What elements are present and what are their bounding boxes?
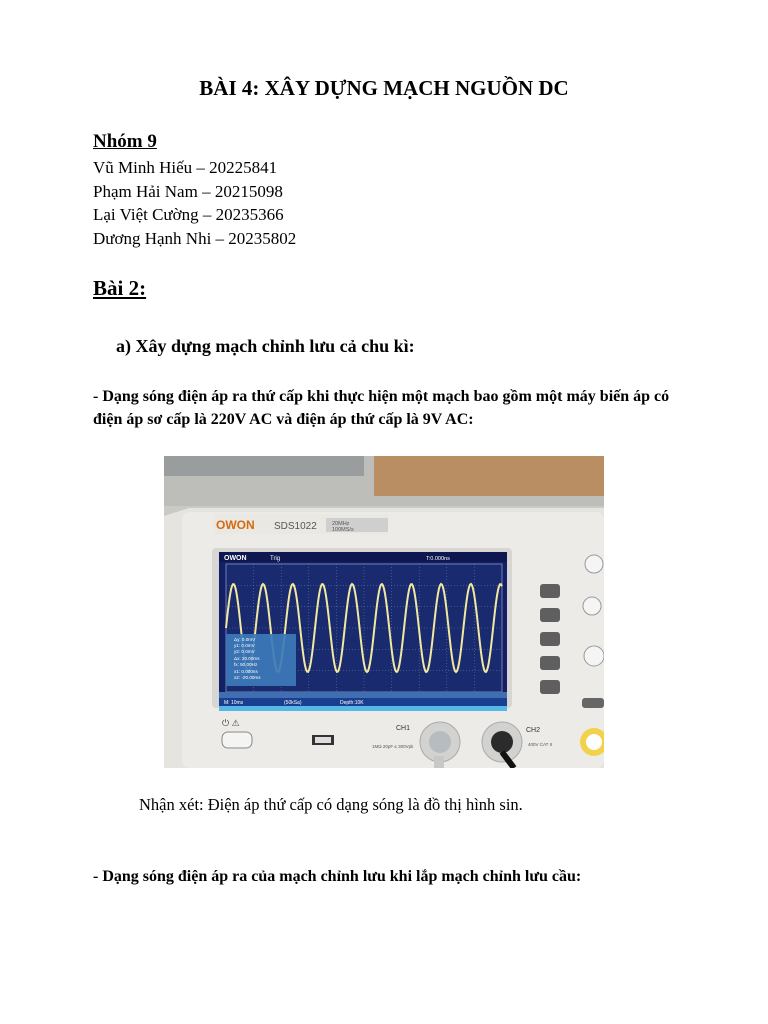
ch1-label: CH1 bbox=[396, 725, 411, 732]
svg-text:Δy: 0.0mV: Δy: 0.0mV bbox=[234, 637, 256, 642]
svg-text:Δx: 20.00ms: Δx: 20.00ms bbox=[234, 656, 260, 661]
remark-text: Nhận xét: Điện áp thứ cấp có dạng sóng là đồ thị hình sin. bbox=[139, 795, 523, 814]
time-readout: T:0.000ns bbox=[426, 556, 450, 562]
ch1-spec: 1MΩ 20pF ≤ 300Vpk bbox=[372, 744, 414, 749]
sample-rate-label: 100MS/s bbox=[332, 527, 354, 533]
depth-readout: Depth:10K bbox=[340, 700, 364, 706]
ch2-spec: 400V CAT II bbox=[528, 742, 553, 747]
subheading: a) Xây dựng mạch chỉnh lưu cả chu kì: bbox=[116, 336, 415, 356]
screen-brand: OWON bbox=[224, 555, 247, 562]
member-item: Phạm Hải Nam – 20215098 bbox=[93, 181, 283, 201]
svg-text:x2: -20.00ms: x2: -20.00ms bbox=[234, 675, 261, 680]
trig-label: Trig bbox=[270, 556, 281, 562]
section-heading: Bài 2: bbox=[93, 276, 147, 300]
brand-label: OWON bbox=[216, 518, 255, 532]
member-item: Vũ Minh Hiếu – 20225841 bbox=[93, 158, 278, 177]
paragraph-rectifier-waveform: - Dạng sóng điện áp ra của mạch chỉnh lưu khi lắp mạch chỉnh lưu cầu: bbox=[93, 868, 582, 885]
bandwidth-label: 20MHz bbox=[332, 521, 350, 527]
member-item: Lại Việt Cường – 20235366 bbox=[93, 205, 284, 224]
group-heading: Nhóm 9 bbox=[93, 131, 157, 152]
member-list bbox=[93, 156, 296, 250]
svg-text:y1: 0.0mV: y1: 0.0mV bbox=[234, 643, 255, 648]
member-item: Dương Hạnh Nhi – 20235802 bbox=[93, 228, 297, 248]
svg-text:fx: 50.00Hz: fx: 50.00Hz bbox=[234, 662, 258, 667]
svg-text:x1: 0.000ns: x1: 0.000ns bbox=[234, 669, 258, 674]
svg-text:y2: 0.0mV: y2: 0.0mV bbox=[234, 649, 255, 654]
sample-readout: (50kSa) bbox=[284, 700, 302, 706]
oscilloscope-photo bbox=[164, 456, 604, 768]
document-title: BÀI 4: XÂY DỰNG MẠCH NGUỒN DC bbox=[199, 76, 569, 100]
power-icon: ⏻ ⚠ bbox=[222, 718, 240, 728]
paragraph-secondary-waveform: - Dạng sóng điện áp ra thứ cấp khi thực hiện một mạch bao gồm một máy biến áp có điện áp sơ cấp là 220V AC và điện áp thứ cấp là 9V AC: bbox=[93, 388, 670, 428]
timebase-readout: M: 10ms bbox=[224, 700, 244, 706]
ch2-label: CH2 bbox=[526, 727, 541, 734]
model-label: SDS1022 bbox=[274, 521, 317, 532]
oscilloscope-illustration bbox=[164, 456, 604, 768]
